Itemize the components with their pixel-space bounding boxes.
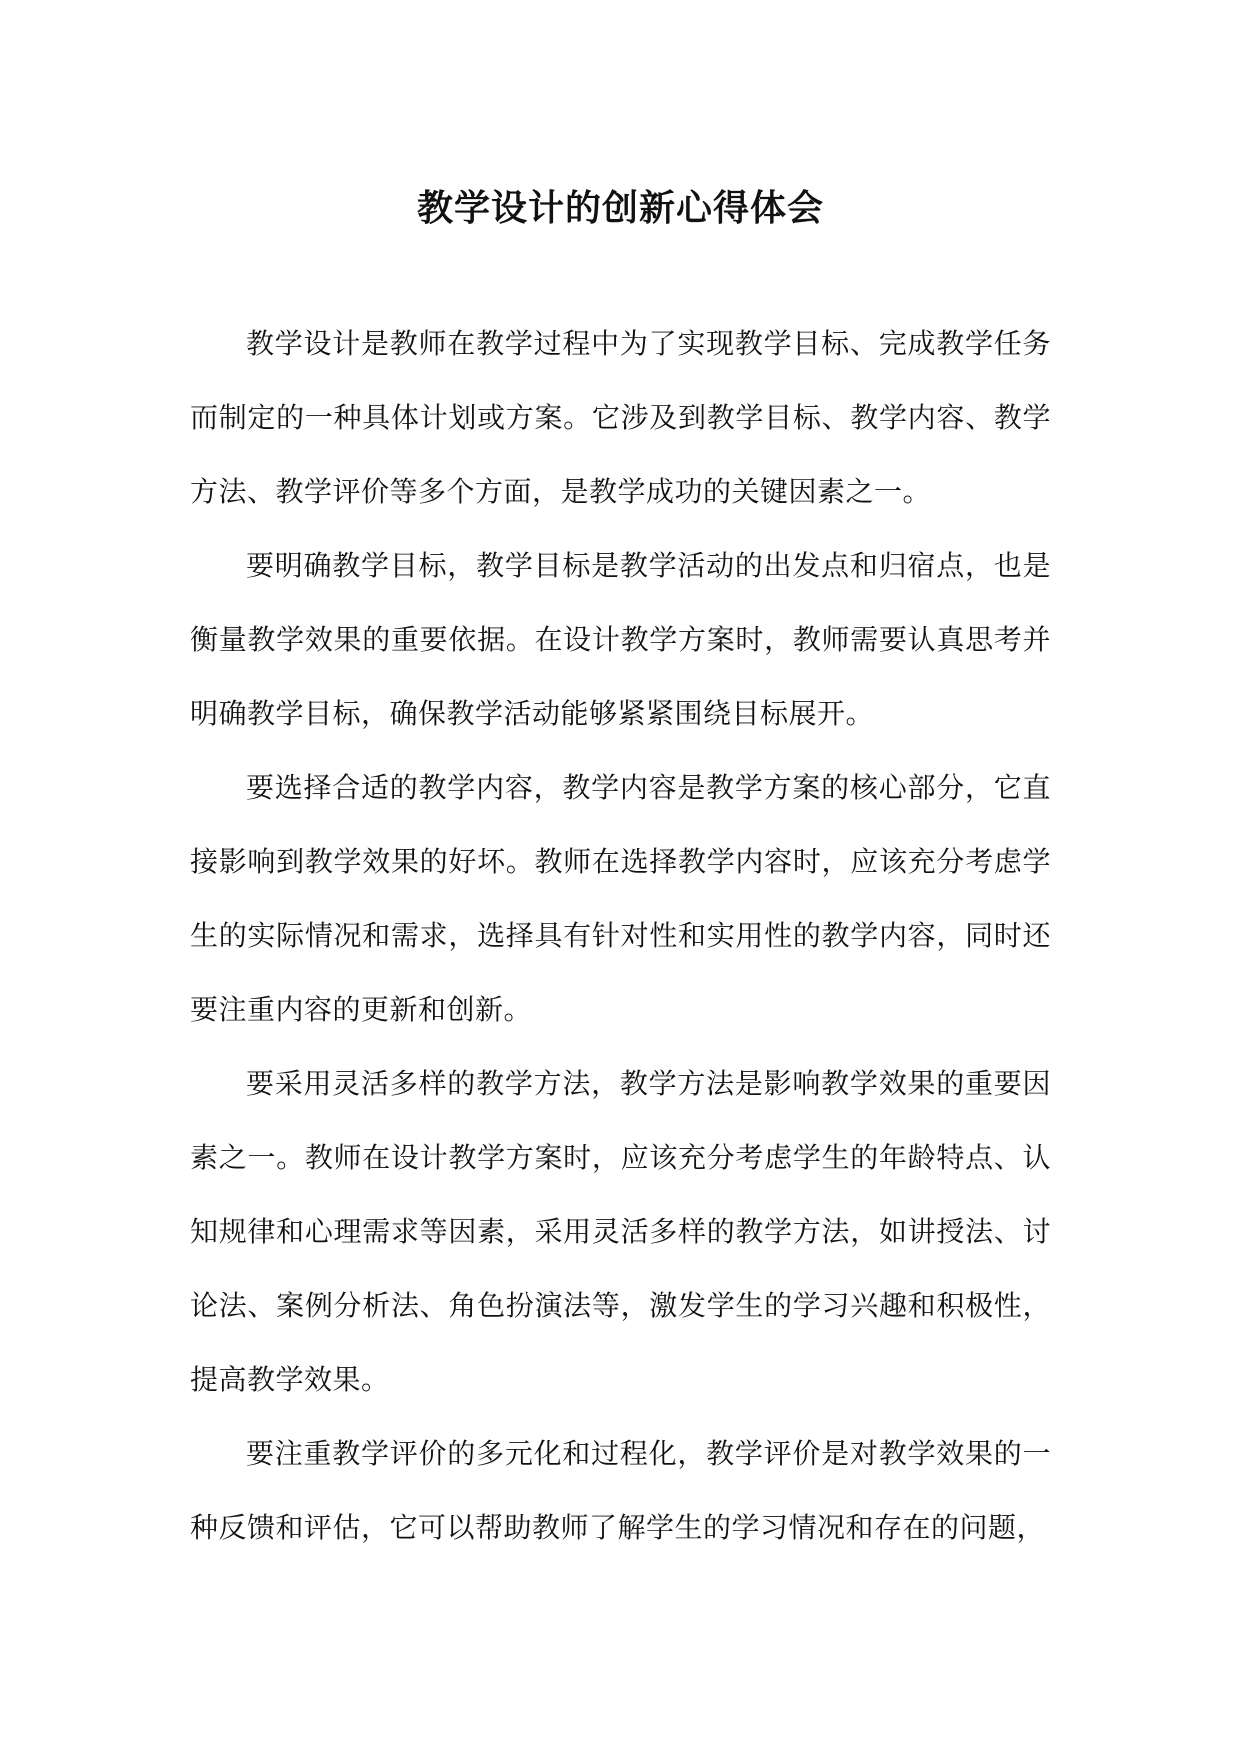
paragraph: 要选择合适的教学内容，教学内容是教学方案的核心部分，它直接影响到教学效果的好坏。教师在选择教学内容时，应该充分考虑学生的实际情况和需求，选择具有针对性和实用性的教学内容，同时还要注重内容的更新和创新。: [190, 771, 1051, 1026]
paragraph: 要注重教学评价的多元化和过程化，教学评价是对教学效果的一种反馈和评估，它可以帮助教师了解学生的学习情况和存在的问题，: [190, 1437, 1051, 1544]
paragraph: 要明确教学目标，教学目标是教学活动的出发点和归宿点，也是衡量教学效果的重要依据。在设计教学方案时，教师需要认真思考并明确教学目标，确保教学活动能够紧紧围绕目标展开。: [190, 549, 1051, 730]
paragraph: 教学设计是教师在教学过程中为了实现教学目标、完成教学任务而制定的一种具体计划或方案。它涉及到教学目标、教学内容、教学方法、教学评价等多个方面，是教学成功的关键因素之一。: [190, 327, 1051, 508]
paragraph: 要采用灵活多样的教学方法，教学方法是影响教学效果的重要因素之一。教师在设计教学方案时，应该充分考虑学生的年龄特点、认知规律和心理需求等因素，采用灵活多样的教学方法，如讲授法、讨论法、案例分析法、角色扮演法等，激发学生的学习兴趣和积极性，提高教学效果。: [190, 1067, 1051, 1396]
document-title: 教学设计的创新心得体会: [416, 187, 824, 229]
document-body: [190, 307, 1051, 1565]
